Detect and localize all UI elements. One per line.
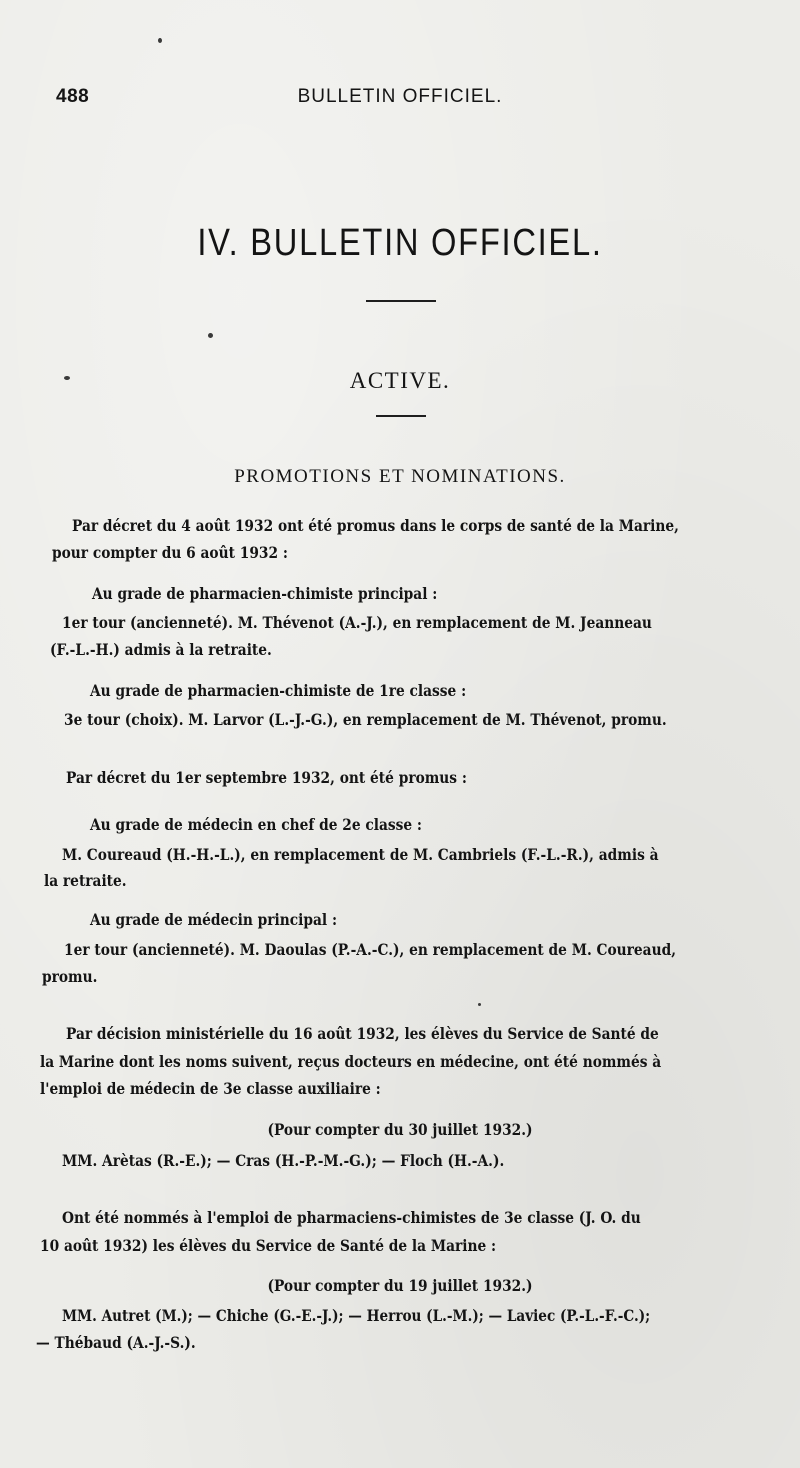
promotion-line: (F.-L.-H.) admis à la retraite. <box>50 640 272 659</box>
scan-speck <box>158 38 162 43</box>
running-header: BULLETIN OFFICIEL. <box>297 86 503 107</box>
effective-date: (Pour compter du 19 juillet 1932.) <box>267 1276 533 1295</box>
promotion-line: 1er tour (ancienneté). M. Thévenot (A.-J.), en remplacement de M. Jeanneau <box>62 613 652 632</box>
effective-date: (Pour compter du 30 juillet 1932.) <box>267 1120 533 1139</box>
names-list: — Thébaud (A.-J.-S.). <box>36 1333 196 1352</box>
decision-line: l'emploi de médecin de 3e classe auxiliaire : <box>40 1079 381 1098</box>
scan-speck <box>478 1003 481 1006</box>
promotion-line: la retraite. <box>44 871 127 890</box>
appointment-line: 10 août 1932) les élèves du Service de Santé de la Marine : <box>40 1236 497 1255</box>
appointment-line: Ont été nommés à l'emploi de pharmaciens-chimistes de 3e classe (J. O. du <box>62 1208 641 1227</box>
section-heading: PROMOTIONS ET NOMINATIONS. <box>234 466 566 487</box>
grade-heading: Au grade de pharmacien-chimiste de 1re classe : <box>90 681 467 700</box>
page-number: 488 <box>56 86 90 107</box>
subsection-title: ACTIVE. <box>349 368 451 393</box>
promotion-line: M. Coureaud (H.-H.-L.), en remplacement de M. Cambriels (F.-L.-R.), admis à <box>62 845 659 864</box>
promotion-line: promu. <box>42 967 98 986</box>
promotion-line: 1er tour (ancienneté). M. Daoulas (P.-A.-C.), en remplacement de M. Coureaud, <box>64 940 676 959</box>
grade-heading: Au grade de médecin en chef de 2e classe : <box>90 815 423 834</box>
decree-line: Par décret du 1er septembre 1932, ont été promus : <box>66 768 467 787</box>
decision-line: Par décision ministérielle du 16 août 1932, les élèves du Service de Santé de <box>66 1024 659 1043</box>
decree-line: Par décret du 4 août 1932 ont été promus dans le corps de santé de la Marine, <box>72 516 679 535</box>
section-title: IV. BULLETIN OFFICIEL. <box>197 222 603 264</box>
names-list: MM. Arètas (R.-E.); — Cras (H.-P.-M.-G.); — Floch (H.-A.). <box>62 1151 505 1170</box>
scan-speck <box>208 333 213 338</box>
decision-line: la Marine dont les noms suivent, reçus docteurs en médecine, ont été nommés à <box>40 1052 662 1071</box>
divider-rule <box>366 300 436 302</box>
names-list: MM. Autret (M.); — Chiche (G.-E.-J.); — Herrou (L.-M.); — Laviec (P.-L.-F.-C.); <box>62 1306 651 1325</box>
grade-heading: Au grade de médecin principal : <box>90 910 338 929</box>
divider-rule <box>376 415 426 417</box>
grade-heading: Au grade de pharmacien-chimiste principal : <box>92 584 438 603</box>
decree-line: pour compter du 6 août 1932 : <box>52 543 288 562</box>
promotion-line: 3e tour (choix). M. Larvor (L.-J.-G.), en remplacement de M. Thévenot, promu. <box>64 710 667 729</box>
